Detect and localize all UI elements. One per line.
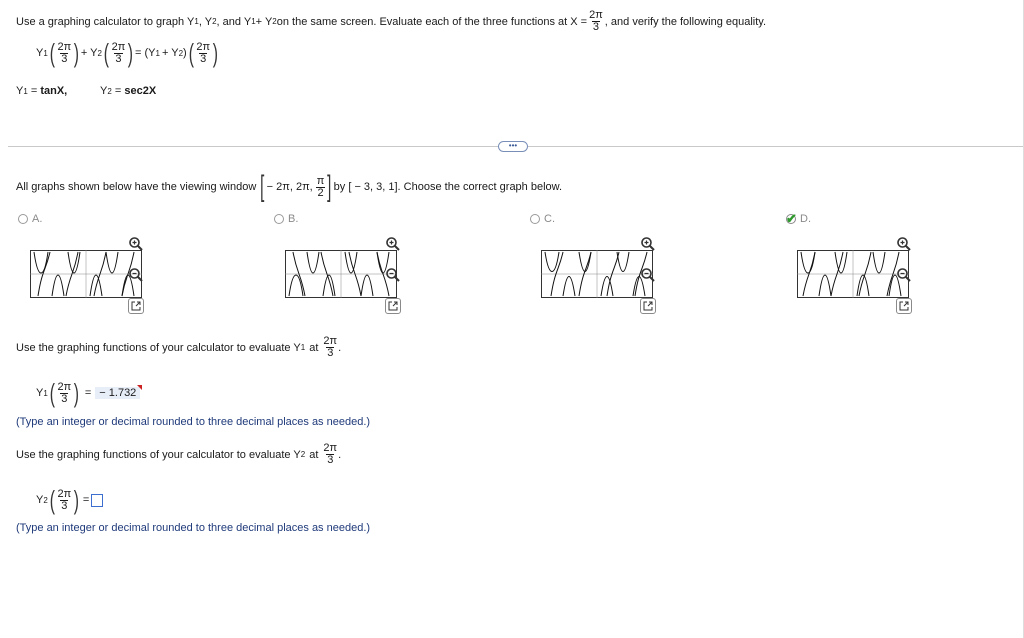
eq-equals: = (Y — [135, 47, 156, 59]
open-window-icon[interactable] — [128, 298, 144, 314]
sub: 2 — [300, 450, 306, 459]
radio-icon[interactable] — [530, 214, 540, 224]
sub: 2 — [212, 17, 217, 26]
sub: 1 — [251, 17, 256, 26]
answer-label: Y — [36, 387, 44, 399]
graph-d[interactable] — [797, 250, 909, 298]
option-d[interactable] — [786, 213, 811, 225]
zoom-in-icon[interactable] — [385, 236, 401, 255]
sub: 1 — [300, 343, 306, 352]
paren-group: ( $\frac{2\pi}{3}$ ) — [188, 38, 219, 68]
eq-close: ) — [183, 47, 187, 59]
viewing-text: All graphs shown below have the viewing window — [16, 181, 257, 193]
question-intro — [16, 10, 766, 33]
sub: 1 — [23, 86, 28, 96]
part2-answer — [36, 487, 103, 513]
intro-text: Use a graphing calculator to graph Y — [16, 15, 195, 28]
option-letter: C. — [544, 213, 555, 225]
part1-hint: (Type an integer or decimal rounded to three decimal places as needed.) — [16, 416, 371, 428]
option-c[interactable] — [530, 213, 555, 225]
y1-definition — [16, 85, 67, 97]
paren-group: ( $\frac{2\pi}{3}$ ) — [49, 38, 80, 68]
graph-a[interactable] — [30, 250, 142, 298]
flag-icon — [137, 385, 142, 390]
prompt-text: Use the graphing functions of your calculator to evaluate Y — [16, 341, 301, 354]
intro-text: , Y — [198, 15, 213, 28]
zoom-out-icon[interactable] — [896, 267, 912, 286]
radio-icon[interactable] — [18, 214, 28, 224]
option-letter: D. — [800, 213, 811, 225]
sub: 1 — [43, 388, 48, 398]
intro-text: + Y — [255, 15, 273, 28]
intro-text: on the same screen. Evaluate each of the three functions at X = — [276, 15, 588, 28]
eq-y1: Y — [36, 47, 44, 59]
x-fraction: $\frac{2\pi}{3}$ — [323, 335, 338, 359]
zoom-tools-b — [384, 236, 402, 314]
window-bracket: [ − 2π, 2π, $\frac{\pi}{2}$ ] — [260, 170, 332, 203]
zoom-out-icon[interactable] — [385, 267, 401, 286]
paren-group: ( $\frac{2\pi}{3}$ ) — [49, 485, 80, 515]
zoom-out-icon[interactable] — [640, 267, 656, 286]
eq-plus: + Y — [80, 47, 98, 59]
radio-icon[interactable] — [786, 211, 797, 226]
checkmark-icon: ✔ — [786, 211, 797, 226]
y2-definition — [100, 85, 156, 97]
viewing-window — [16, 172, 562, 202]
zoom-tools-c — [639, 236, 657, 314]
paren-group: ( $\frac{2\pi}{3}$ ) — [103, 38, 134, 68]
def-eq: = — [27, 85, 41, 97]
zoom-tools-a — [127, 236, 145, 314]
eq-plus2: + Y — [161, 47, 179, 59]
sub: 2 — [97, 48, 102, 58]
radio-icon[interactable] — [274, 214, 284, 224]
window-values: − 2π, 2π, — [266, 181, 313, 193]
sub: 2 — [43, 495, 48, 505]
sub: 2 — [178, 48, 184, 58]
def-val: sec2X — [124, 85, 157, 97]
y2-answer-input[interactable] — [91, 494, 103, 507]
paren-group: ( $\frac{2\pi}{3}$ ) — [49, 378, 80, 408]
sub: 2 — [272, 17, 277, 26]
sub: 2 — [107, 86, 112, 96]
zoom-in-icon[interactable] — [896, 236, 912, 255]
x-fraction: $\frac{2\pi}{3}$ — [323, 442, 338, 466]
sub: 1 — [43, 48, 48, 58]
option-b[interactable] — [274, 213, 298, 225]
option-letter: A. — [32, 213, 43, 225]
x-fraction: $\frac{2\pi}{3}$ — [589, 9, 603, 33]
def-label: Y — [100, 85, 108, 97]
more-button[interactable]: ••• — [498, 141, 528, 152]
zoom-in-icon[interactable] — [640, 236, 656, 255]
part1-prompt: Use the graphing functions of your calculator to evaluate Y 1 at $\frac{2\pi}{3}$ . — [16, 335, 342, 359]
sub: 1 — [194, 17, 199, 26]
open-window-icon[interactable] — [896, 298, 912, 314]
answer-eq: = — [82, 494, 90, 506]
prompt-text: Use the graphing functions of your calculator to evaluate Y — [16, 448, 301, 461]
answer-label: Y — [36, 494, 44, 506]
answer-eq: = — [84, 387, 92, 399]
open-window-icon[interactable] — [640, 298, 656, 314]
def-eq: = — [111, 85, 125, 97]
graph-c[interactable] — [541, 250, 653, 298]
def-label: Y — [16, 85, 24, 97]
zoom-out-icon[interactable] — [128, 267, 144, 286]
part2-prompt: Use the graphing functions of your calculator to evaluate Y 2 at $\frac{2\pi}{3}$ . — [16, 442, 342, 466]
intro-text: , and Y — [216, 15, 252, 28]
part2-hint: (Type an integer or decimal rounded to three decimal places as needed.) — [16, 522, 371, 534]
y1-answer-field[interactable] — [95, 387, 140, 399]
at-text: at — [309, 448, 319, 461]
part1-answer — [36, 380, 140, 406]
y1-answer-value: − 1.732 — [99, 387, 137, 399]
sub: 1 — [155, 48, 160, 58]
graph-b[interactable] — [285, 250, 397, 298]
open-window-icon[interactable] — [385, 298, 401, 314]
option-a[interactable] — [18, 213, 42, 225]
option-letter: B. — [288, 213, 299, 225]
viewing-text: by [ − 3, 3, 1]. Choose the correct graph below. — [333, 181, 563, 193]
equality — [36, 40, 220, 66]
def-val: tanX, — [40, 85, 68, 97]
at-text: at — [309, 341, 319, 354]
intro-text: , and verify the following equality. — [604, 15, 767, 28]
zoom-in-icon[interactable] — [128, 236, 144, 255]
zoom-tools-d — [895, 236, 913, 314]
